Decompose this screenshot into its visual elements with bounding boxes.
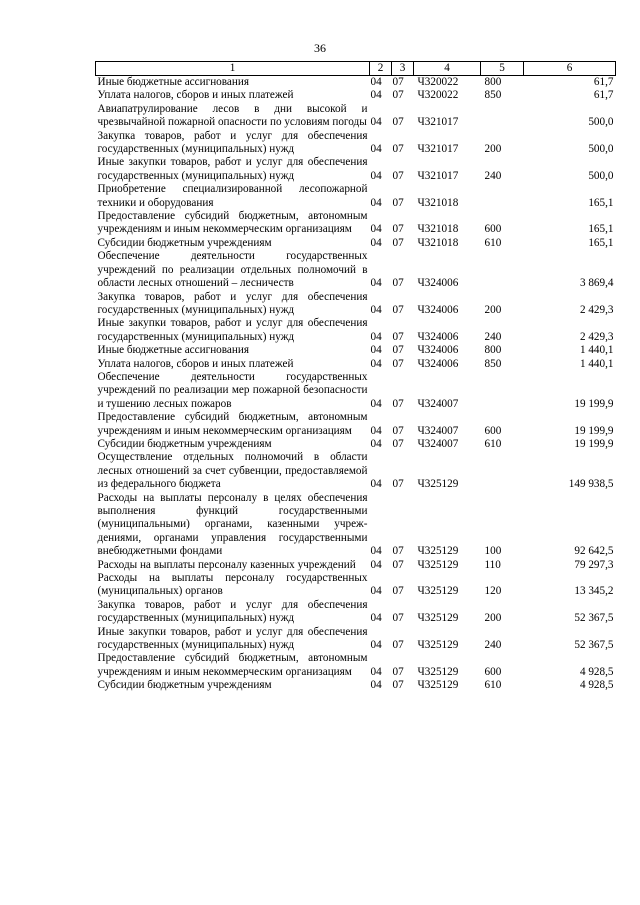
expense-name: Иные закупки товаров, работ и услуг для обеспечения государственных (муниципальных) нужд	[97, 625, 368, 652]
expense-name: Предоставление субсидий бюджетным, автономным учреждениям и иным некоммерческим организациям	[97, 411, 368, 437]
section-code: 04	[370, 143, 382, 156]
expense-name: Субсидии бюджетным учреждениям	[97, 236, 272, 249]
column-header-6: 6	[524, 62, 616, 76]
section-code: 04	[370, 679, 382, 692]
expense-type-code	[481, 371, 524, 411]
expense-name: Иные бюджетные ассигнования	[97, 76, 249, 88]
section-code: 04	[370, 397, 382, 410]
target-article-code: Ч320022	[417, 76, 459, 88]
expense-type-code	[481, 250, 524, 290]
target-article-code: Ч324007	[417, 397, 459, 410]
target-article-code: Ч321017	[417, 116, 459, 129]
section-code: 04	[370, 116, 382, 129]
table-row	[96, 679, 616, 692]
section-code: 04	[370, 76, 382, 88]
table-row	[96, 599, 616, 626]
amount: 165,1	[588, 223, 614, 236]
target-article-code: Ч325129	[417, 639, 459, 652]
section-code: 04	[370, 223, 382, 236]
table-row	[96, 183, 616, 210]
budget-table	[95, 61, 616, 693]
expense-name: Авиапатрулирование лесов в дни высокой и чрезвычайной пожарной опасности по условиям погоды	[97, 102, 368, 129]
expense-type-code: 240	[484, 639, 502, 652]
expense-name: Закупка товаров, работ и услуг для обеспечения государственных (муниципальных) нужд	[97, 129, 368, 156]
target-article-code: Ч321017	[417, 143, 459, 156]
table-row	[96, 652, 616, 679]
table-body	[96, 76, 616, 693]
table-row	[96, 371, 616, 411]
amount: 19 199,9	[574, 424, 614, 437]
table-row	[96, 626, 616, 653]
table-row	[96, 237, 616, 250]
table-row	[96, 89, 616, 102]
expense-type-code: 610	[484, 236, 502, 249]
target-article-code: Ч324006	[417, 277, 459, 290]
expense-type-code: 200	[484, 143, 502, 156]
expense-type-code: 200	[484, 303, 502, 316]
section-code: 04	[370, 303, 382, 316]
subsection-code: 07	[392, 545, 404, 558]
expense-name: Уплата налогов, сборов и иных платежей	[97, 357, 294, 370]
subsection-code: 07	[392, 585, 404, 598]
expense-name: Расходы на выплаты персоналу государственных (муниципальных) органов	[97, 572, 368, 598]
section-code: 04	[370, 277, 382, 290]
subsection-code: 07	[392, 357, 404, 370]
subsection-code: 07	[392, 303, 404, 316]
table-row	[96, 358, 616, 371]
section-code: 04	[370, 478, 382, 491]
section-code: 04	[370, 169, 382, 182]
expense-type-code	[481, 103, 524, 130]
target-article-code: Ч325129	[417, 585, 459, 598]
table-row	[96, 572, 616, 599]
expense-name: Предоставление субсидий бюджетным, автономным учреждениям и иным некоммерческим организациям	[97, 210, 368, 236]
amount: 165,1	[588, 196, 614, 209]
amount: 19 199,9	[574, 397, 614, 410]
expense-type-code: 240	[484, 169, 502, 182]
amount: 4 928,5	[579, 679, 614, 692]
expense-name: Субсидии бюджетным учреждениям	[97, 437, 272, 450]
table-row	[96, 103, 616, 130]
expense-name: Расходы на выплаты персоналу в целях обеспечения выполнения функций государственными (муниципальными) органами, казенными учреждениями, органами управления государственными внебюджетными фондами	[97, 491, 368, 558]
amount: 19 199,9	[574, 437, 614, 450]
subsection-code: 07	[392, 196, 404, 209]
subsection-code: 07	[392, 558, 404, 571]
target-article-code: Ч324006	[417, 344, 459, 357]
expense-type-code: 110	[484, 558, 501, 571]
expense-name: Закупка товаров, работ и услуг для обеспечения государственных (муниципальных) нужд	[97, 598, 368, 625]
expense-type-code	[481, 451, 524, 491]
target-article-code: Ч324006	[417, 357, 459, 370]
page-number: 36	[314, 41, 326, 55]
section-code: 04	[370, 344, 382, 357]
amount: 1 440,1	[579, 357, 614, 370]
target-article-code: Ч325129	[417, 665, 459, 678]
expense-type-code	[481, 183, 524, 210]
expense-name: Предоставление субсидий бюджетным, автономным учреждениям и иным некоммерческим организациям	[97, 652, 368, 678]
column-header-1: 1	[96, 62, 370, 76]
expense-type-code: 100	[484, 545, 502, 558]
amount: 79 297,3	[574, 558, 614, 571]
target-article-code: Ч321018	[417, 236, 459, 249]
column-header-5: 5	[481, 62, 524, 76]
expense-name: Обеспечение деятельности государственных учреждений по реализации мер пожарной безопасности и тушению лесных пожаров	[97, 370, 368, 410]
expense-type-code: 120	[484, 585, 502, 598]
table-row	[96, 559, 616, 572]
table-row	[96, 210, 616, 237]
amount: 1 440,1	[579, 344, 614, 357]
expense-type-code: 240	[484, 330, 502, 343]
section-code: 04	[370, 612, 382, 625]
section-code: 04	[370, 89, 382, 102]
target-article-code: Ч321017	[417, 169, 459, 182]
amount: 2 429,3	[579, 330, 614, 343]
section-code: 04	[370, 424, 382, 437]
subsection-code: 07	[392, 89, 404, 102]
amount: 149 938,5	[568, 478, 614, 491]
expense-type-code: 610	[484, 679, 502, 692]
table-header-row	[96, 62, 616, 76]
subsection-code: 07	[392, 143, 404, 156]
target-article-code: Ч324007	[417, 424, 459, 437]
amount: 500,0	[588, 169, 614, 182]
subsection-code: 07	[392, 236, 404, 249]
amount: 13 345,2	[574, 585, 614, 598]
amount: 52 367,5	[574, 639, 614, 652]
target-article-code: Ч324007	[417, 437, 459, 450]
subsection-code: 07	[392, 169, 404, 182]
amount: 4 928,5	[579, 665, 614, 678]
amount: 2 429,3	[579, 303, 614, 316]
amount: 3 869,4	[579, 277, 614, 290]
target-article-code: Ч325129	[417, 558, 459, 571]
target-article-code: Ч325129	[417, 545, 459, 558]
column-header-4: 4	[414, 62, 481, 76]
expense-type-code: 200	[484, 612, 502, 625]
table-row	[96, 250, 616, 290]
amount: 61,7	[593, 76, 614, 88]
subsection-code: 07	[392, 679, 404, 692]
expense-type-code: 600	[484, 223, 502, 236]
subsection-code: 07	[392, 116, 404, 129]
expense-name: Субсидии бюджетным учреждениям	[97, 679, 272, 692]
section-code: 04	[370, 545, 382, 558]
expense-name: Приобретение специализированной лесопожарной техники и оборудования	[97, 183, 368, 209]
target-article-code: Ч320022	[417, 89, 459, 102]
expense-name: Расходы на выплаты персоналу казенных учреждений	[97, 558, 356, 571]
target-article-code: Ч325129	[417, 478, 459, 491]
amount: 52 367,5	[574, 612, 614, 625]
expense-type-code: 600	[484, 424, 502, 437]
target-article-code: Ч321018	[417, 196, 459, 209]
amount: 165,1	[588, 236, 614, 249]
section-code: 04	[370, 665, 382, 678]
subsection-code: 07	[392, 639, 404, 652]
expense-type-code: 600	[484, 665, 502, 678]
subsection-code: 07	[392, 330, 404, 343]
column-header-3: 3	[392, 62, 414, 76]
section-code: 04	[370, 639, 382, 652]
amount: 500,0	[588, 143, 614, 156]
target-article-code: Ч321018	[417, 223, 459, 236]
section-code: 04	[370, 437, 382, 450]
subsection-code: 07	[392, 665, 404, 678]
target-article-code: Ч325129	[417, 612, 459, 625]
table-row	[96, 130, 616, 157]
table-row	[96, 291, 616, 318]
subsection-code: 07	[392, 478, 404, 491]
subsection-code: 07	[392, 344, 404, 357]
expense-type-code: 800	[484, 76, 502, 88]
table-row	[96, 411, 616, 438]
subsection-code: 07	[392, 76, 404, 88]
subsection-code: 07	[392, 223, 404, 236]
expense-type-code: 800	[484, 344, 502, 357]
target-article-code: Ч325129	[417, 679, 459, 692]
table-row	[96, 344, 616, 357]
expense-name: Закупка товаров, работ и услуг для обеспечения государственных (муниципальных) нужд	[97, 290, 368, 316]
table-row	[96, 451, 616, 491]
expense-type-code: 850	[484, 357, 502, 370]
section-code: 04	[370, 236, 382, 249]
table-row	[96, 492, 616, 559]
target-article-code: Ч324006	[417, 330, 459, 343]
table-row	[96, 317, 616, 344]
subsection-code: 07	[392, 424, 404, 437]
table-row	[96, 156, 616, 183]
amount: 92 642,5	[574, 545, 614, 558]
subsection-code: 07	[392, 397, 404, 410]
expense-name: Уплата налогов, сборов и иных платежей	[97, 89, 294, 102]
subsection-code: 07	[392, 437, 404, 450]
expense-name: Осуществление отдельных полномочий в области лесных отношений за счет субвенции, предоставляемой из федерального бюджета	[97, 451, 368, 491]
section-code: 04	[370, 196, 382, 209]
table-row	[96, 438, 616, 451]
subsection-code: 07	[392, 612, 404, 625]
column-header-2: 2	[370, 62, 392, 76]
target-article-code: Ч324006	[417, 303, 459, 316]
amount: 500,0	[588, 116, 614, 129]
expense-type-code: 610	[484, 437, 502, 450]
section-code: 04	[370, 585, 382, 598]
section-code: 04	[370, 330, 382, 343]
expense-name: Иные закупки товаров, работ и услуг для обеспечения государственных (муниципальных) нужд	[97, 317, 368, 343]
amount: 61,7	[593, 89, 614, 102]
subsection-code: 07	[392, 277, 404, 290]
expense-name: Иные бюджетные ассигнования	[97, 344, 249, 357]
section-code: 04	[370, 357, 382, 370]
expense-name: Иные закупки товаров, работ и услуг для обеспечения государственных (муниципальных) нужд	[97, 156, 368, 182]
expense-name: Обеспечение деятельности государственных учреждений по реализации отдельных полномочий в области лесных отношений – лесничеств	[97, 250, 368, 290]
expense-type-code: 850	[484, 89, 502, 102]
section-code: 04	[370, 558, 382, 571]
table-row	[96, 76, 616, 90]
